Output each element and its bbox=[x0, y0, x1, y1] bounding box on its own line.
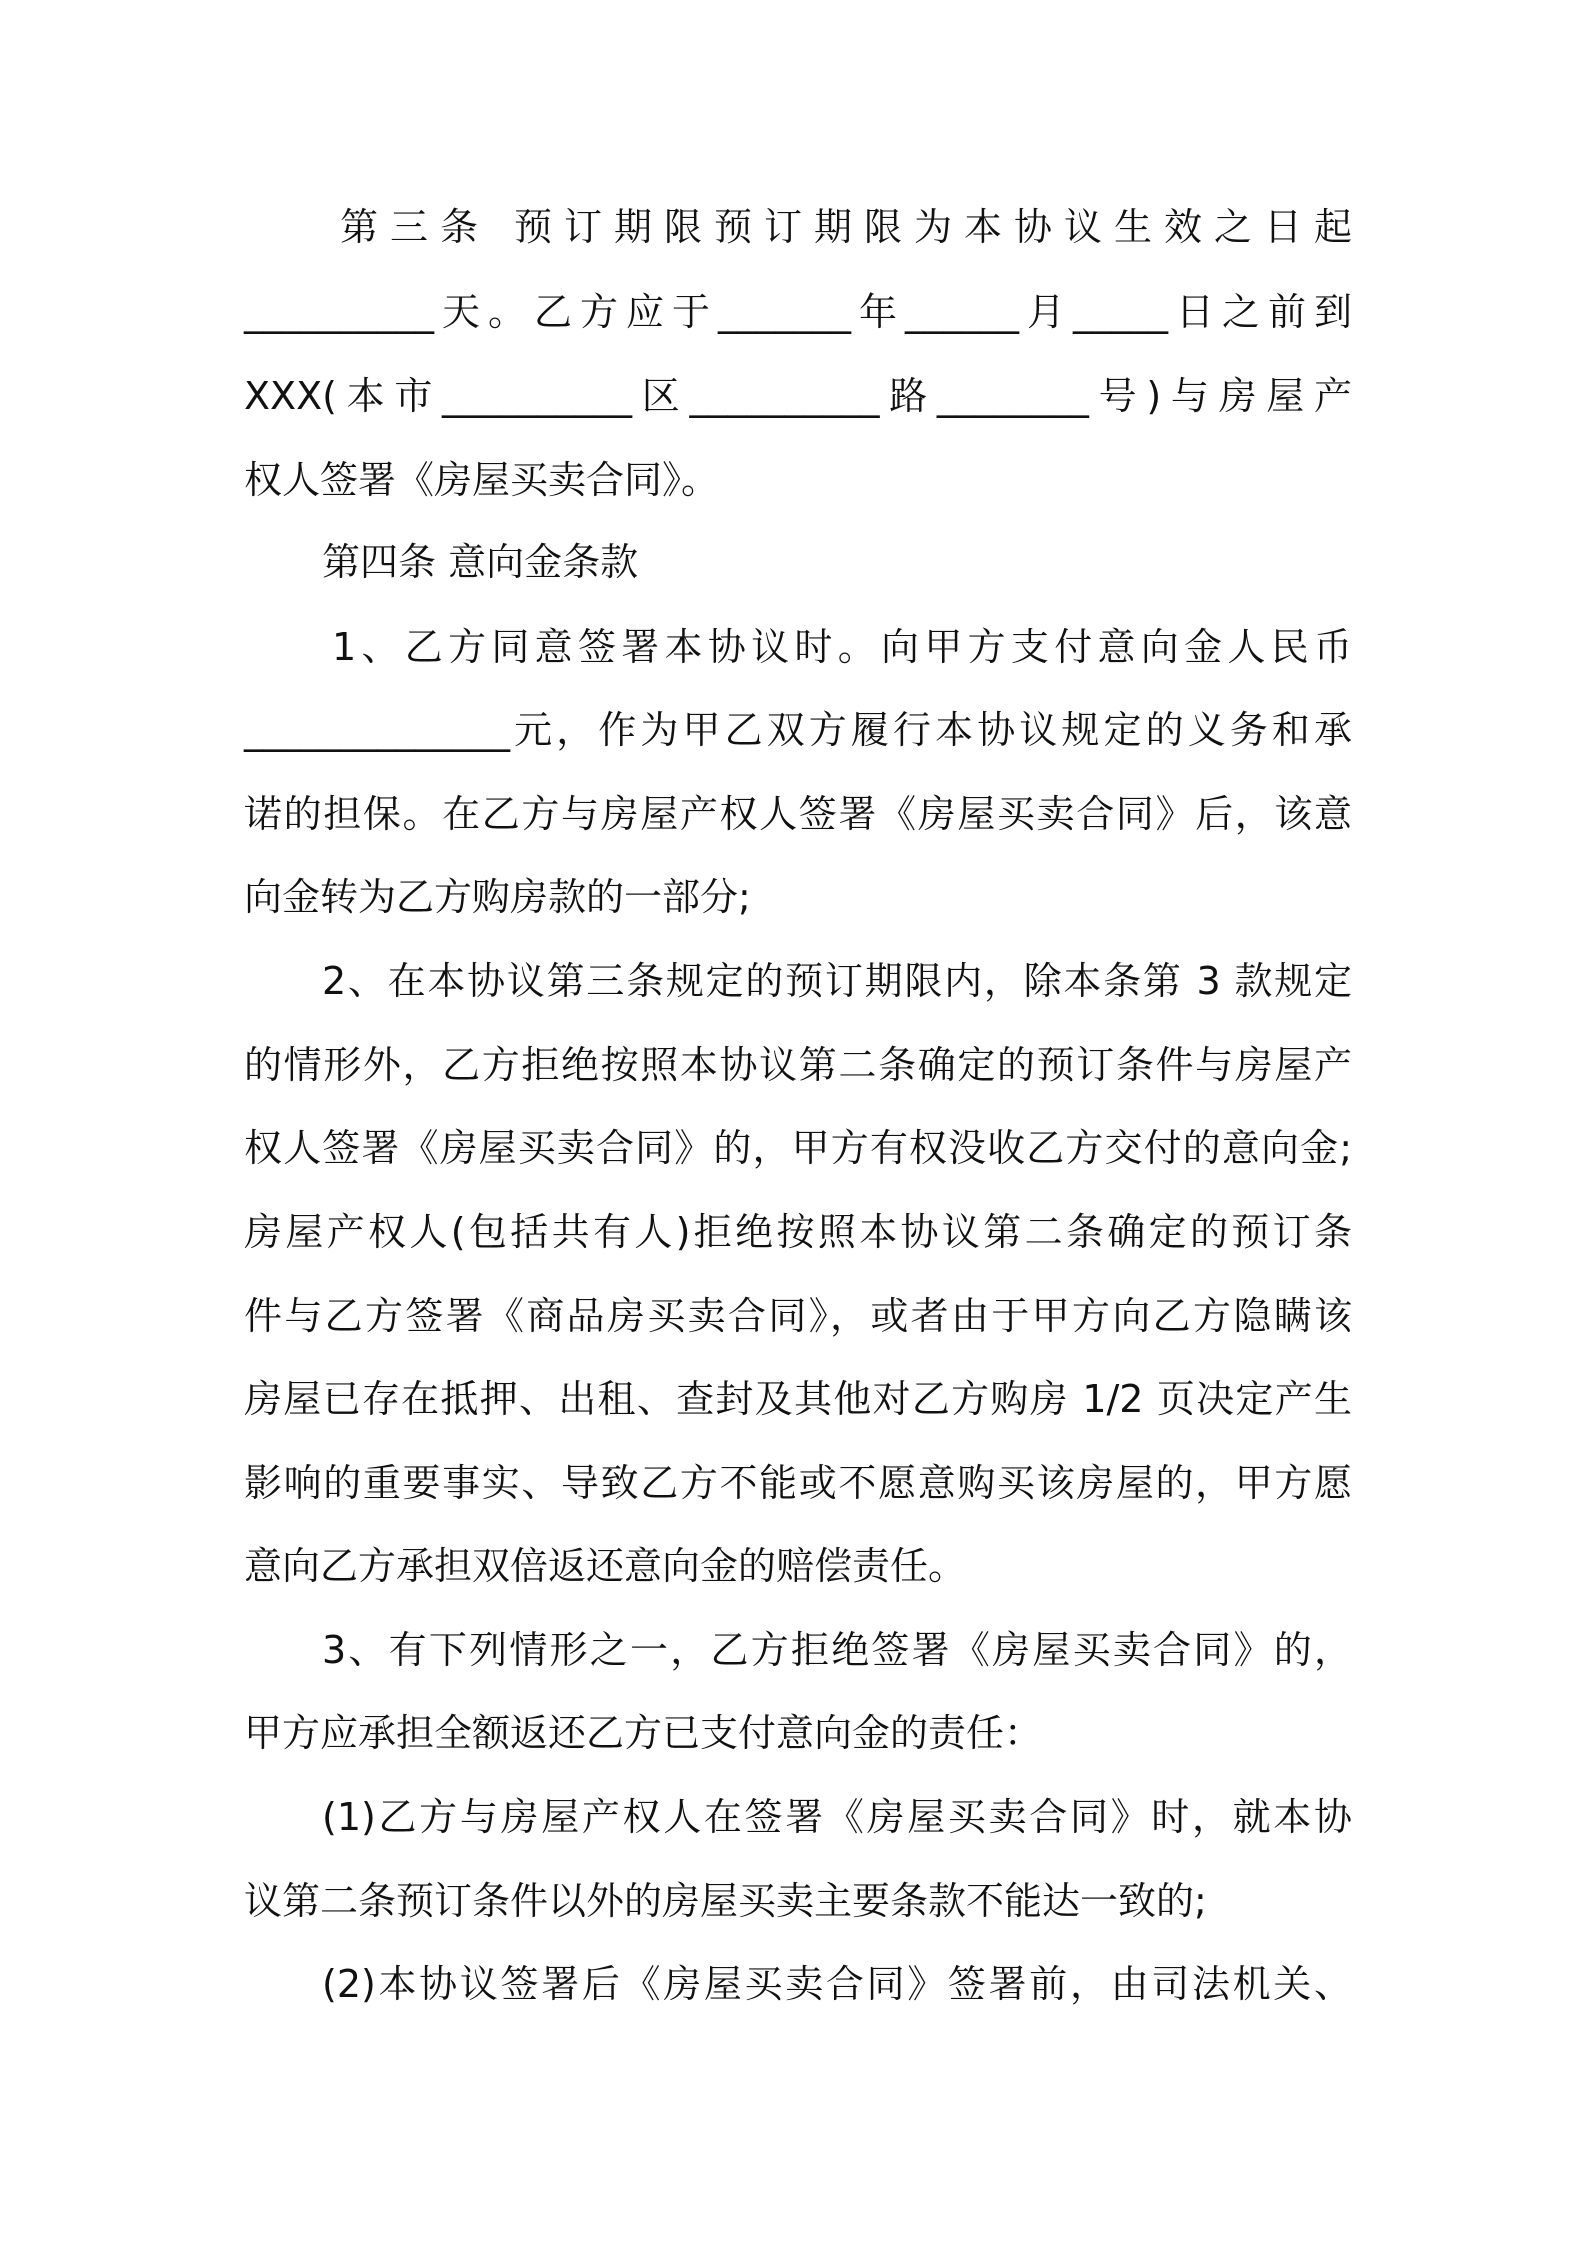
article-3-heading-line: 第三条 预订期限预订期限为本协议生效之日起 bbox=[340, 205, 1352, 249]
clause-3-item-1-line-2: 议第二条预订条件以外的房屋买卖主要条款不能达一致的; bbox=[244, 1879, 1207, 1923]
clause-3-item-1-line-1: (1)乙方与房屋产权人在签署《房屋买卖合同》时，就本协 bbox=[322, 1795, 1352, 1839]
clause-2-line-5: 件与乙方签署《商品房买卖合同》，或者由于甲方向乙方隐瞒该 bbox=[244, 1294, 1352, 1338]
clause-1-line-1: 1、乙方同意签署本协议时。向甲方支付意向金人民币 bbox=[332, 625, 1352, 669]
clause-1-line-2: ______________元，作为甲乙双方履行本协议规定的义务和承 bbox=[244, 708, 1352, 752]
clause-2-line-8: 意向乙方承担双倍返还意向金的赔偿责任。 bbox=[244, 1544, 967, 1588]
article-3-line-2: __________天。乙方应于_______年______月_____日之前到 bbox=[244, 290, 1352, 334]
clause-1-line-3: 诺的担保。在乙方与房屋产权人签署《房屋买卖合同》后，该意 bbox=[244, 792, 1352, 836]
clause-2-line-3: 权人签署《房屋买卖合同》的，甲方有权没收乙方交付的意向金; bbox=[244, 1126, 1352, 1170]
clause-3-line-2: 甲方应承担全额返还乙方已支付意向金的责任： bbox=[244, 1711, 1043, 1755]
clause-3-item-2-line-1: (2)本协议签署后《房屋买卖合同》签署前，由司法机关、 bbox=[322, 1962, 1352, 2006]
clause-2-line-1: 2、在本协议第三条规定的预订期限内，除本条第 3 款规定 bbox=[322, 959, 1352, 1003]
clause-2-line-2: 的情形外，乙方拒绝按照本协议第二条确定的预订条件与房屋产 bbox=[244, 1043, 1352, 1087]
clause-2-line-6: 房屋已存在抵押、出租、查封及其他对乙方购房 1/2 页决定产生 bbox=[244, 1377, 1352, 1421]
article-3-line-3: XXX(本市__________区__________路________号)与房屋产 bbox=[244, 374, 1352, 418]
clause-2-line-4: 房屋产权人(包括共有人)拒绝按照本协议第二条确定的预订条 bbox=[244, 1210, 1352, 1254]
article-4-heading: 第四条 意向金条款 bbox=[322, 540, 639, 584]
clause-3-line-1: 3、有下列情形之一，乙方拒绝签署《房屋买卖合同》的， bbox=[322, 1628, 1352, 1672]
clause-2-line-7: 影响的重要事实、导致乙方不能或不愿意购买该房屋的，甲方愿 bbox=[244, 1461, 1352, 1505]
clause-1-line-4: 向金转为乙方购房款的一部分; bbox=[244, 875, 751, 919]
article-3-line-4: 权人签署《房屋买卖合同》。 bbox=[244, 458, 720, 502]
